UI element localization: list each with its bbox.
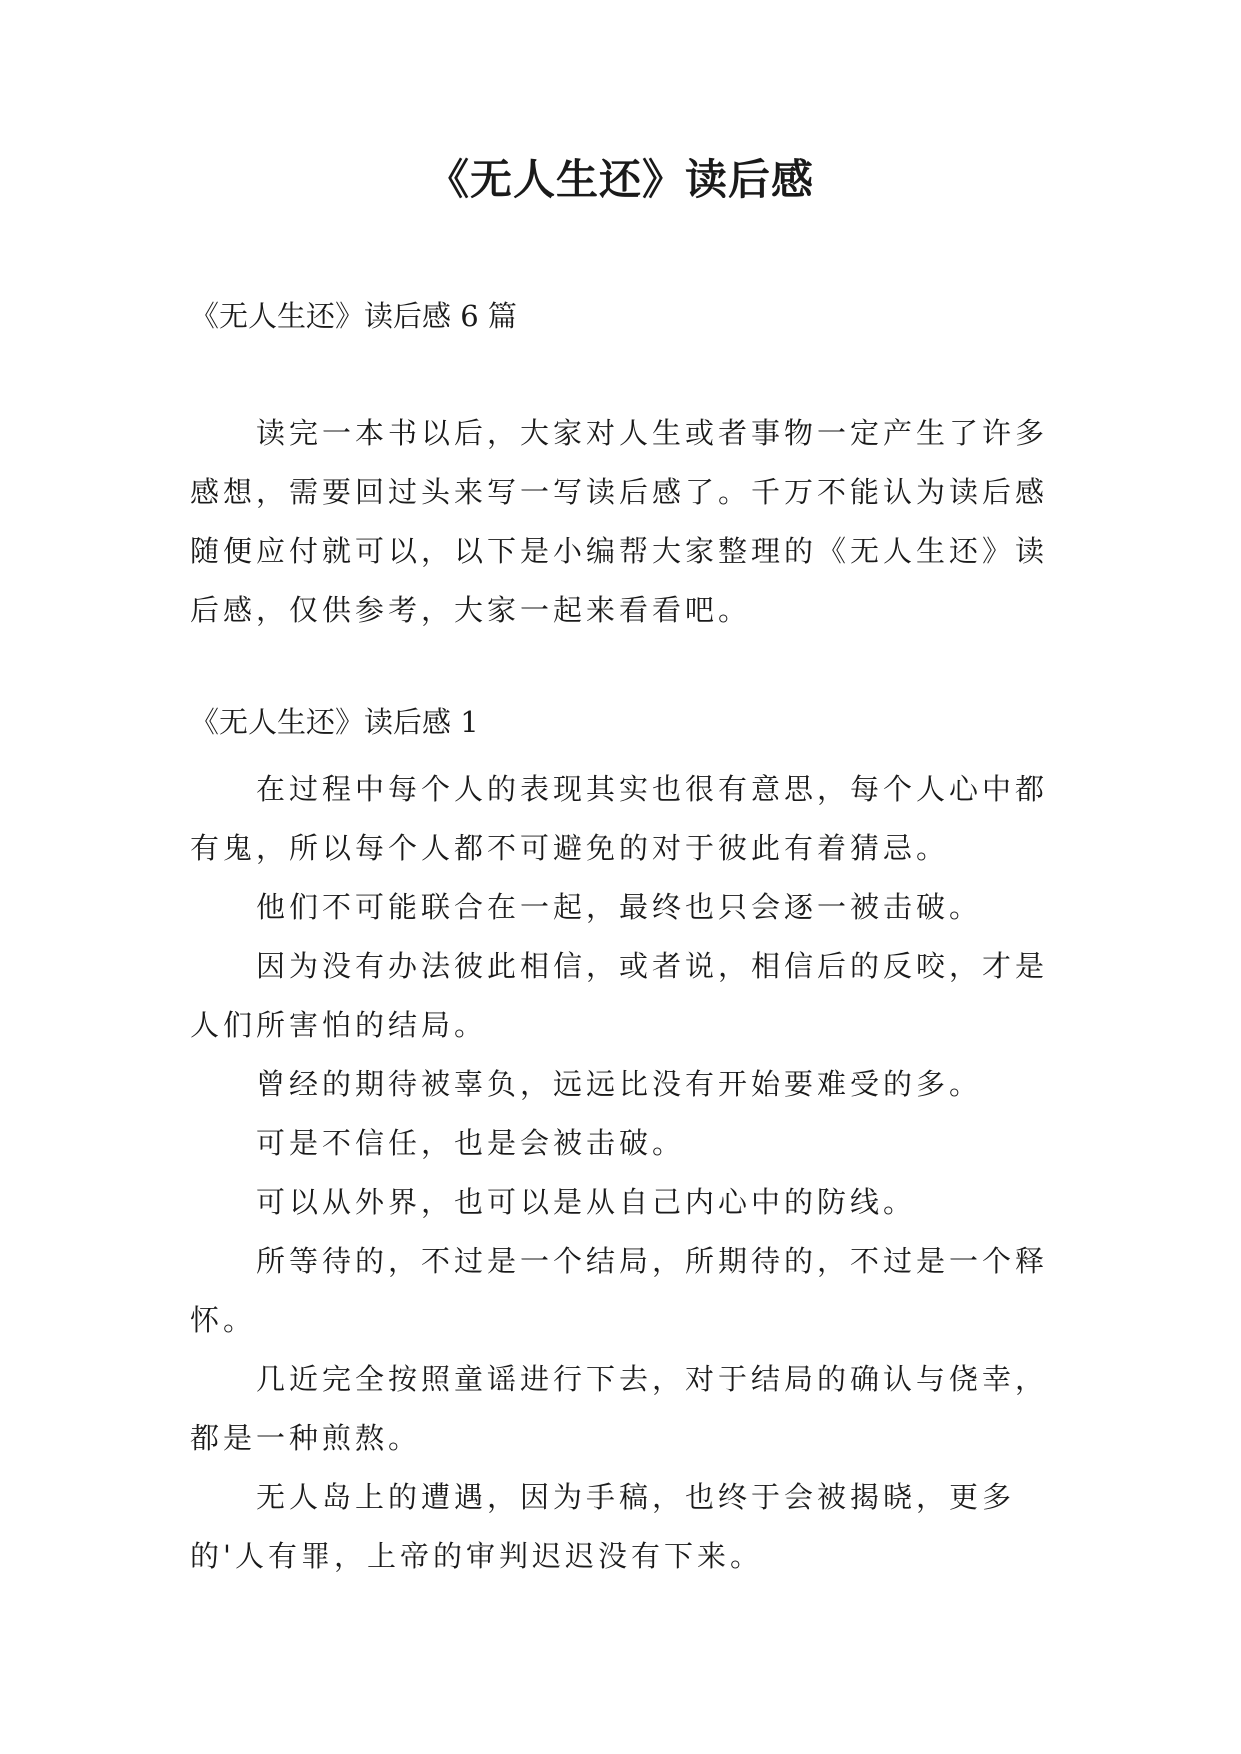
intro-paragraph: 读完一本书以后，大家对人生或者事物一定产生了许多感想，需要回过头来写一写读后感了。千万不能认为读后感随便应付就可以，以下是小编帮大家整理的《无人生还》读后感，仅供参考，大家一起来看看吧。 <box>190 416 1049 627</box>
paragraph: 可是不信任，也是会被击破。 <box>256 1126 686 1160</box>
document-subtitle: 《无人生还》读后感 6 篇 <box>190 299 517 333</box>
section-1 <box>190 702 1060 1586</box>
paragraph: 几近完全按照童谣进行下去，对于结局的确认与侥幸，都是一种煎熬。 <box>190 1362 1049 1455</box>
paragraph: 曾经的期待被辜负，远远比没有开始要难受的多。 <box>256 1067 983 1101</box>
paragraph: 可以从外界，也可以是从自己内心中的防线。 <box>256 1185 917 1219</box>
paragraph: 在过程中每个人的表现其实也很有意思，每个人心中都有鬼，所以每个人都不可避免的对于彼此有着猜忌。 <box>190 772 1049 865</box>
paragraph: 无人岛上的遭遇，因为手稿，也终于会被揭晓，更多的'人有罪，上帝的审判迟迟没有下来。 <box>190 1480 1016 1573</box>
section-1-heading: 《无人生还》读后感 1 <box>190 705 479 739</box>
paragraph: 因为没有办法彼此相信，或者说，相信后的反咬，才是人们所害怕的结局。 <box>190 949 1049 1042</box>
document-title: 《无人生还》读后感 <box>426 155 814 204</box>
paragraph: 他们不可能联合在一起，最终也只会逐一被击破。 <box>256 890 983 924</box>
paragraph: 所等待的，不过是一个结局，所期待的，不过是一个释怀。 <box>190 1244 1049 1337</box>
